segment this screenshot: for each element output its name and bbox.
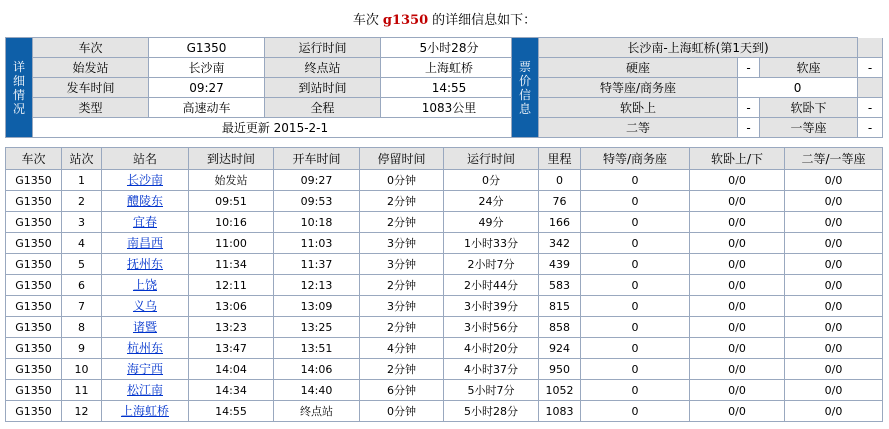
table-cell: 5	[62, 254, 102, 275]
label-soft-lower: 软卧下	[760, 98, 858, 118]
table-cell: 49分	[444, 212, 539, 233]
table-cell: 0/0	[690, 233, 785, 254]
table-cell: 11:03	[274, 233, 360, 254]
table-cell: 0/0	[690, 191, 785, 212]
station-link[interactable]: 宜春	[132, 214, 157, 229]
table-cell: 0/0	[690, 254, 785, 275]
table-cell: 3分钟	[360, 296, 444, 317]
col-header: 到达时间	[189, 148, 274, 170]
page-title	[0, 9, 889, 28]
value-depart: 09:27	[149, 78, 265, 98]
table-cell: 0/0	[690, 275, 785, 296]
table-cell: 0	[581, 338, 690, 359]
table-cell: 0/0	[690, 317, 785, 338]
table-cell: 6	[62, 275, 102, 296]
table-cell: 2分钟	[360, 212, 444, 233]
value-business: 0	[738, 78, 858, 98]
table-cell: 0	[581, 170, 690, 191]
station-cell	[102, 359, 189, 380]
value-second: -	[738, 118, 760, 138]
table-cell: 4	[62, 233, 102, 254]
table-cell: 11:37	[274, 254, 360, 275]
table-cell: 76	[539, 191, 581, 212]
table-row	[6, 275, 883, 296]
col-header: 运行时间	[444, 148, 539, 170]
table-cell: 09:53	[274, 191, 360, 212]
value-origin: 长沙南	[149, 58, 265, 78]
station-link[interactable]: 松江南	[126, 382, 163, 397]
table-cell: 11:34	[189, 254, 274, 275]
table-cell: 14:55	[189, 401, 274, 422]
table-cell: 始发站	[189, 170, 274, 191]
label-first: 一等座	[760, 118, 858, 138]
table-cell: 0	[581, 317, 690, 338]
station-cell	[102, 212, 189, 233]
table-cell: 0/0	[785, 317, 883, 338]
station-link[interactable]: 醴陵东	[126, 193, 163, 208]
info-side-label: 详 细 情 况	[6, 38, 33, 138]
table-cell: 10:18	[274, 212, 360, 233]
table-cell: G1350	[6, 254, 62, 275]
table-cell: 2分钟	[360, 359, 444, 380]
table-cell: 0/0	[690, 359, 785, 380]
table-cell: 3小时39分	[444, 296, 539, 317]
table-cell: 439	[539, 254, 581, 275]
train-info-table	[5, 37, 518, 138]
label-business: 特等座/商务座	[539, 78, 738, 98]
col-header: 车次	[6, 148, 62, 170]
value-soft-upper: -	[738, 98, 760, 118]
label-soft-seat: 软座	[760, 58, 858, 78]
value-type: 高速动车	[149, 98, 265, 118]
table-cell: 0/0	[785, 275, 883, 296]
table-cell: G1350	[6, 170, 62, 191]
table-cell: 10:16	[189, 212, 274, 233]
table-cell: 4小时20分	[444, 338, 539, 359]
table-cell: 0	[581, 380, 690, 401]
table-cell: 0	[581, 233, 690, 254]
station-link[interactable]: 诸暨	[132, 319, 157, 334]
col-header: 二等/一等座	[785, 148, 883, 170]
table-cell: 12:13	[274, 275, 360, 296]
station-link[interactable]: 海宁西	[126, 361, 163, 376]
table-cell: 0/0	[785, 359, 883, 380]
value-duration: 5小时28分	[381, 38, 518, 58]
table-cell: G1350	[6, 191, 62, 212]
table-cell: 2	[62, 191, 102, 212]
col-header: 站名	[102, 148, 189, 170]
table-cell: 1052	[539, 380, 581, 401]
table-cell: 14:40	[274, 380, 360, 401]
table-cell: 342	[539, 233, 581, 254]
station-cell	[102, 338, 189, 359]
table-cell: 09:27	[274, 170, 360, 191]
label-second: 二等	[539, 118, 738, 138]
title-suffix: 的详细信息如下：	[432, 13, 537, 28]
table-row	[6, 191, 883, 212]
table-cell: 11	[62, 380, 102, 401]
table-row	[6, 359, 883, 380]
table-cell: 1	[62, 170, 102, 191]
label-soft-upper: 软卧上	[539, 98, 738, 118]
station-cell	[102, 233, 189, 254]
stops-table	[5, 147, 883, 422]
station-link[interactable]: 抚州东	[126, 256, 163, 271]
table-cell: 12	[62, 401, 102, 422]
station-cell	[102, 296, 189, 317]
table-cell: 0/0	[690, 380, 785, 401]
value-hard-seat: -	[738, 58, 760, 78]
table-cell: 0/0	[785, 233, 883, 254]
label-hard-seat: 硬座	[539, 58, 738, 78]
table-cell: 1083	[539, 401, 581, 422]
label-duration: 运行时间	[265, 38, 381, 58]
table-cell: 0分钟	[360, 401, 444, 422]
value-distance: 1083公里	[381, 98, 518, 118]
table-cell: 4分钟	[360, 338, 444, 359]
table-cell: 13:09	[274, 296, 360, 317]
table-row	[6, 338, 883, 359]
table-cell: 3分钟	[360, 233, 444, 254]
label-origin: 始发站	[33, 58, 149, 78]
table-cell: G1350	[6, 275, 62, 296]
table-cell: 3	[62, 212, 102, 233]
table-cell: 950	[539, 359, 581, 380]
table-cell: 13:06	[189, 296, 274, 317]
table-cell: 0	[581, 275, 690, 296]
table-cell: 0/0	[785, 212, 883, 233]
table-cell: 0	[581, 296, 690, 317]
table-cell: 3分钟	[360, 254, 444, 275]
table-cell: 0/0	[785, 380, 883, 401]
table-cell: G1350	[6, 401, 62, 422]
value-soft-lower: -	[858, 98, 883, 118]
col-header: 站次	[62, 148, 102, 170]
price-route: 长沙南-上海虹桥(第1天到)	[539, 38, 858, 58]
table-cell: 166	[539, 212, 581, 233]
table-cell: 0	[581, 401, 690, 422]
table-cell: 10	[62, 359, 102, 380]
station-cell	[102, 317, 189, 338]
value-arrive: 14:55	[381, 78, 518, 98]
col-header: 开车时间	[274, 148, 360, 170]
table-row	[6, 380, 883, 401]
table-cell: 0/0	[785, 401, 883, 422]
table-cell: 815	[539, 296, 581, 317]
station-link[interactable]: 上饶	[132, 277, 157, 292]
label-arrive: 到站时间	[265, 78, 381, 98]
station-link[interactable]: 长沙南	[126, 172, 163, 187]
table-cell: 0/0	[785, 191, 883, 212]
col-header: 软卧上/下	[690, 148, 785, 170]
table-cell: 24分	[444, 191, 539, 212]
table-row	[6, 212, 883, 233]
table-cell: 0分钟	[360, 170, 444, 191]
station-cell	[102, 191, 189, 212]
table-cell: 13:25	[274, 317, 360, 338]
table-cell: G1350	[6, 359, 62, 380]
table-cell: 14:04	[189, 359, 274, 380]
table-cell: G1350	[6, 212, 62, 233]
table-cell: 0	[581, 254, 690, 275]
station-cell	[102, 380, 189, 401]
price-info-table	[511, 37, 883, 138]
table-cell: G1350	[6, 380, 62, 401]
table-cell: 2分钟	[360, 275, 444, 296]
table-cell: 7	[62, 296, 102, 317]
station-cell	[102, 170, 189, 191]
last-updated: 最近更新 2015-2-1	[33, 118, 518, 138]
table-cell: 0/0	[785, 170, 883, 191]
table-cell: 0/0	[690, 338, 785, 359]
table-row	[6, 317, 883, 338]
table-cell: 0/0	[690, 296, 785, 317]
table-cell: 13:23	[189, 317, 274, 338]
table-cell: 5小时7分	[444, 380, 539, 401]
table-cell: 4小时37分	[444, 359, 539, 380]
table-row	[6, 401, 883, 422]
stops-header-row	[6, 148, 883, 170]
station-cell	[102, 401, 189, 422]
table-row	[6, 233, 883, 254]
table-cell: 0/0	[785, 296, 883, 317]
table-cell: 0/0	[690, 170, 785, 191]
train-code: g1350	[382, 13, 429, 28]
label-terminal: 终点站	[265, 58, 381, 78]
table-cell: 12:11	[189, 275, 274, 296]
table-cell: 8	[62, 317, 102, 338]
table-cell: 2分钟	[360, 317, 444, 338]
table-cell: G1350	[6, 296, 62, 317]
table-cell: 924	[539, 338, 581, 359]
table-cell: 0	[581, 359, 690, 380]
table-cell: 0	[581, 191, 690, 212]
table-cell: 13:47	[189, 338, 274, 359]
table-cell: 9	[62, 338, 102, 359]
table-cell: 583	[539, 275, 581, 296]
station-link[interactable]: 上海虹桥	[120, 403, 169, 418]
table-cell: 13:51	[274, 338, 360, 359]
table-cell: 0/0	[785, 338, 883, 359]
table-cell: 0/0	[690, 212, 785, 233]
table-cell: 0	[581, 212, 690, 233]
table-cell: 0/0	[690, 401, 785, 422]
table-cell: G1350	[6, 317, 62, 338]
table-row	[6, 170, 883, 191]
table-cell: 0/0	[785, 254, 883, 275]
table-cell: 09:51	[189, 191, 274, 212]
table-cell: 0	[539, 170, 581, 191]
table-cell: 1小时33分	[444, 233, 539, 254]
table-row	[6, 296, 883, 317]
table-cell: 5小时28分	[444, 401, 539, 422]
col-header: 里程	[539, 148, 581, 170]
table-cell: 0分	[444, 170, 539, 191]
value-first: -	[858, 118, 883, 138]
table-cell: 3小时56分	[444, 317, 539, 338]
title-prefix: 车次	[352, 13, 379, 28]
price-side-label: 票 价 信 息	[512, 38, 539, 138]
table-cell: 858	[539, 317, 581, 338]
table-cell: 6分钟	[360, 380, 444, 401]
table-cell: 终点站	[274, 401, 360, 422]
label-distance: 全程	[265, 98, 381, 118]
table-cell: 14:34	[189, 380, 274, 401]
table-cell: 2小时7分	[444, 254, 539, 275]
table-row	[6, 254, 883, 275]
value-train: G1350	[149, 38, 265, 58]
station-cell	[102, 275, 189, 296]
station-link[interactable]: 杭州东	[126, 340, 163, 355]
station-link[interactable]: 义乌	[132, 298, 157, 313]
table-cell: 14:06	[274, 359, 360, 380]
label-type: 类型	[33, 98, 149, 118]
table-cell: 2小时44分	[444, 275, 539, 296]
col-header: 特等/商务座	[581, 148, 690, 170]
station-cell	[102, 254, 189, 275]
table-cell: G1350	[6, 233, 62, 254]
table-cell: 2分钟	[360, 191, 444, 212]
value-soft-seat: -	[858, 58, 883, 78]
station-link[interactable]: 南昌西	[126, 235, 163, 250]
col-header: 停留时间	[360, 148, 444, 170]
label-depart: 发车时间	[33, 78, 149, 98]
table-cell: G1350	[6, 338, 62, 359]
table-cell: 11:00	[189, 233, 274, 254]
label-train: 车次	[33, 38, 149, 58]
value-terminal: 上海虹桥	[381, 58, 518, 78]
